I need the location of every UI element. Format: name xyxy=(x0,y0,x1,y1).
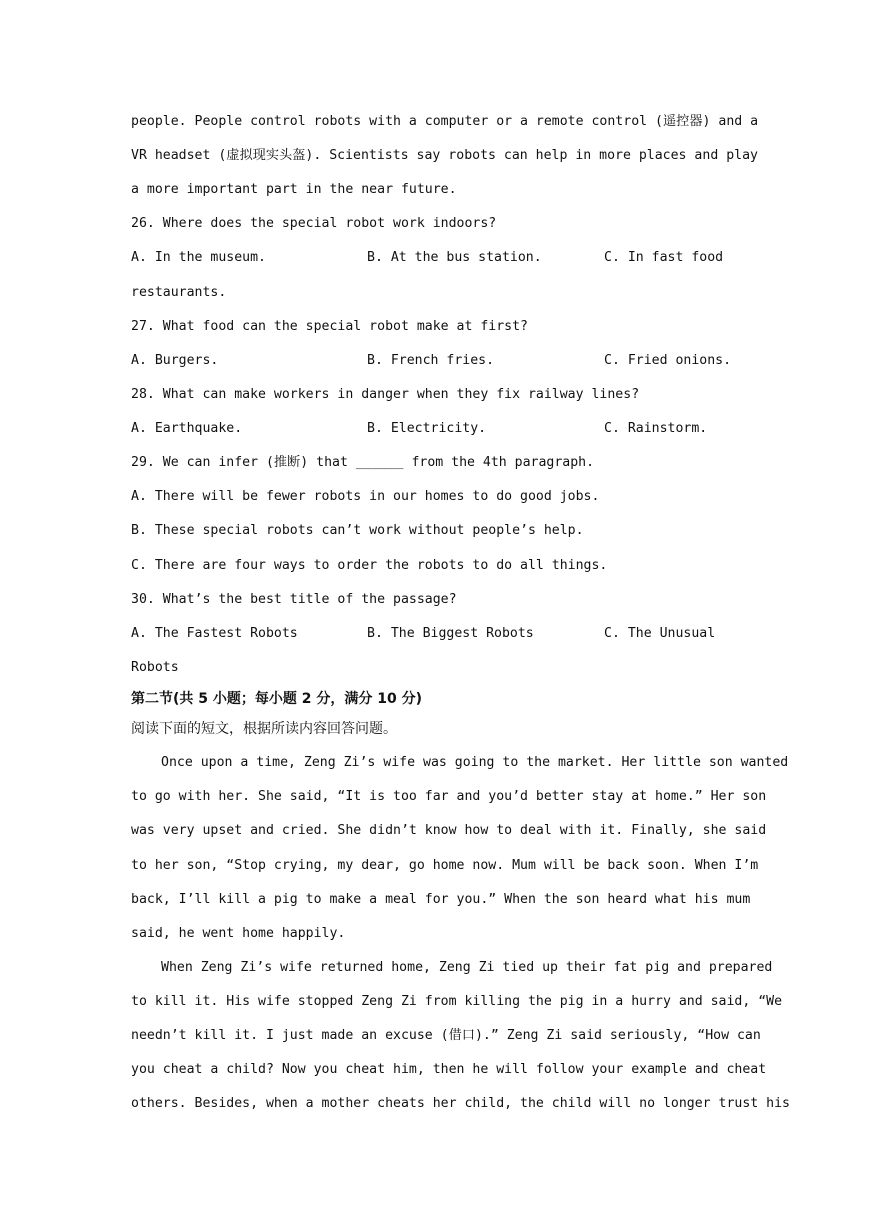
passage-line: you cheat a child? Now you cheat him, then he will follow your example and cheat xyxy=(131,1062,767,1077)
option-b: B. The Biggest Robots xyxy=(367,626,534,641)
option-c: C. In fast food xyxy=(604,250,724,265)
passage-line: others. Besides, when a mother cheats her child, the child will no longer trust his xyxy=(131,1096,790,1111)
question-27-options xyxy=(131,352,737,370)
passage-line: people. People control robots with a computer or a remote control (遥控器) and a xyxy=(131,114,759,129)
option-c: C. Rainstorm. xyxy=(604,421,708,436)
passage-line: VR headset (虚拟现实头盔). Scientists say robots can help in more places and play xyxy=(131,148,758,163)
question-29-option-c: C. There are four ways to order the robots to do all things. xyxy=(131,558,608,573)
option-b: B. French fries. xyxy=(367,353,495,368)
question-30-option-wrap: Robots xyxy=(131,660,179,675)
question-30-stem: 30. What’s the best title of the passage? xyxy=(131,592,457,607)
passage-line: to go with her. She said, “It is too far and you’d better stay at home.” Her son xyxy=(131,789,767,804)
question-26-option-wrap: restaurants. xyxy=(131,285,227,300)
question-26-stem: 26. Where does the special robot work indoors? xyxy=(131,216,497,231)
question-30-options xyxy=(131,625,737,643)
passage-line: to her son, “Stop crying, my dear, go home now. Mum will be back soon. When I’m xyxy=(131,858,759,873)
question-27-stem: 27. What food can the special robot make at first? xyxy=(131,319,528,334)
option-a: A. Burgers. xyxy=(131,353,219,368)
passage-line: When Zeng Zi’s wife returned home, Zeng Zi tied up their fat pig and prepared xyxy=(161,960,773,975)
passage-line: back, I’ll kill a pig to make a meal for you.” When the son heard what his mum xyxy=(131,892,751,907)
section-instruction: 阅读下面的短文，根据所读内容回答问题。 xyxy=(131,721,397,737)
section-heading: 第二节(共 5 小题；每小题 2 分，满分 10 分) xyxy=(131,691,423,707)
question-29-option-a: A. There will be fewer robots in our homes to do good jobs. xyxy=(131,489,600,504)
question-29-stem: 29. We can infer (推断) that ______ from the 4th paragraph. xyxy=(131,455,595,470)
option-a: A. Earthquake. xyxy=(131,421,243,436)
option-c: C. The Unusual xyxy=(604,626,716,641)
question-26-options xyxy=(131,249,737,267)
question-28-stem: 28. What can make workers in danger when they fix railway lines? xyxy=(131,387,640,402)
passage-line: a more important part in the near future. xyxy=(131,182,457,197)
option-c: C. Fried onions. xyxy=(604,353,732,368)
option-a: A. In the museum. xyxy=(131,250,266,265)
option-b: B. At the bus station. xyxy=(367,250,542,265)
question-29-option-b: B. These special robots can’t work without people’s help. xyxy=(131,523,584,538)
option-a: A. The Fastest Robots xyxy=(131,626,298,641)
passage-line: Once upon a time, Zeng Zi’s wife was going to the market. Her little son wanted xyxy=(161,755,789,770)
passage-line: said, he went home happily. xyxy=(131,926,346,941)
passage-line: to kill it. His wife stopped Zeng Zi from killing the pig in a hurry and said, “We xyxy=(131,994,783,1009)
passage-line: was very upset and cried. She didn’t know how to deal with it. Finally, she said xyxy=(131,823,767,838)
passage-line: needn’t kill it. I just made an excuse (借口).” Zeng Zi said seriously, “How can xyxy=(131,1028,761,1043)
option-b: B. Electricity. xyxy=(367,421,487,436)
question-28-options xyxy=(131,420,737,438)
